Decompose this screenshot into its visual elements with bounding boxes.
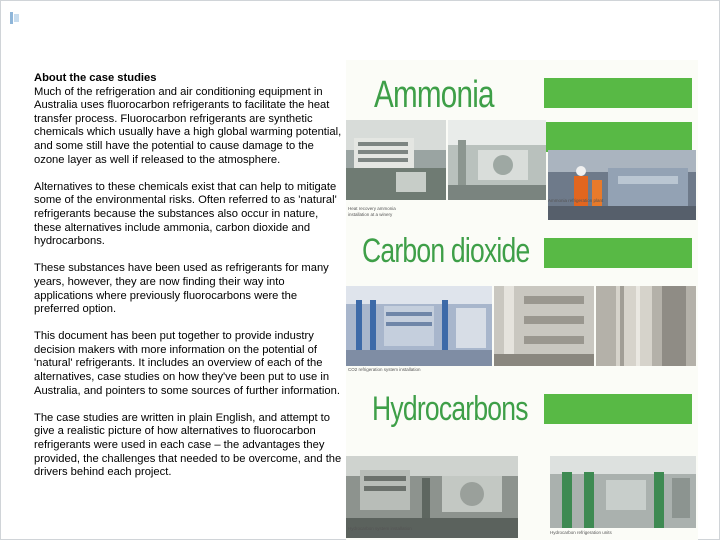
hydrocarbons-photo-right <box>550 456 696 528</box>
hydrocarbons-green-bar <box>544 394 692 424</box>
section-heading: About the case studies <box>34 72 157 84</box>
co2-photo-right <box>596 286 696 366</box>
co2-title: Carbon dioxide <box>362 232 530 270</box>
ammonia-green-bar-2 <box>544 122 692 152</box>
ammonia-pipes-photo <box>448 120 546 200</box>
ammonia-photo-left <box>346 120 446 200</box>
paragraph-5: The case studies are written in plain English, and attempt to give a realistic picture of how alternatives to fluorocarbon refrigerants were used in each case – the advantages they provided, the challenges that needed to be overcome, and the drivers behind each project. <box>34 411 342 479</box>
slide-bullet-icon <box>10 12 20 24</box>
hydrocarbons-caption-right: Hydrocarbon refrigeration units <box>550 530 612 535</box>
hydrocarbons-title: Hydrocarbons <box>372 390 528 428</box>
ammonia-photo-middle <box>448 120 546 200</box>
co2-insulated-pipe-photo <box>596 286 696 366</box>
ammonia-equipment-photo <box>346 120 446 200</box>
case-studies-text <box>34 72 344 493</box>
ammonia-green-bar <box>544 78 692 108</box>
co2-photo-middle <box>494 286 594 366</box>
co2-green-bar <box>544 238 692 268</box>
hydrocarbons-caption-left: Hydrocarbon system installation <box>348 526 412 531</box>
paragraph-2: Alternatives to these chemicals exist that can help to mitigate some of the environmental risks. Often referred to as 'natural' refrigerants because the substances also occur in nature, these alternatives include ammonia, carbon dioxide and hydrocarbons. <box>34 180 337 248</box>
ammonia-workers-photo <box>548 150 696 220</box>
paragraph-3: These substances have been used as refrigerants for many years, however, they are now finding their way into applications where previously fluorocarbons were the preferred option. <box>34 262 329 316</box>
paragraph-1: Much of the refrigeration and air conditioning equipment in Australia uses fluorocarbon refrigerants to facilitate the heat transfer process. Fluorocarbon refrigerants are synthetic chemicals which usually have a high global warming potential, and some still have the potential to cause damage to the ozone layer as well if released to the atmosphere. <box>34 85 342 166</box>
hydrocarbons-units-photo <box>550 456 696 528</box>
paragraph-4: This document has been put together to provide industry decision makers with more information on the potential of 'natural' refrigerants. It includes an overview of each of the alternatives, case studies on how they've been put to use in Australia, and pointers to some sources of further information. <box>34 330 340 397</box>
ammonia-caption-right: Ammonia refrigeration plant <box>548 198 604 203</box>
co2-photo-left <box>346 286 492 366</box>
paragraph-intro <box>34 72 344 167</box>
co2-plant-photo <box>346 286 492 366</box>
ammonia-caption-left: Heat recovery ammonia installation at a winery <box>348 206 396 217</box>
ammonia-title: Ammonia <box>374 74 494 116</box>
co2-pipework-photo <box>494 286 594 366</box>
ammonia-photo-right <box>548 150 696 220</box>
co2-caption: CO2 refrigeration system installation <box>348 367 421 372</box>
brochure-collage <box>346 60 698 540</box>
